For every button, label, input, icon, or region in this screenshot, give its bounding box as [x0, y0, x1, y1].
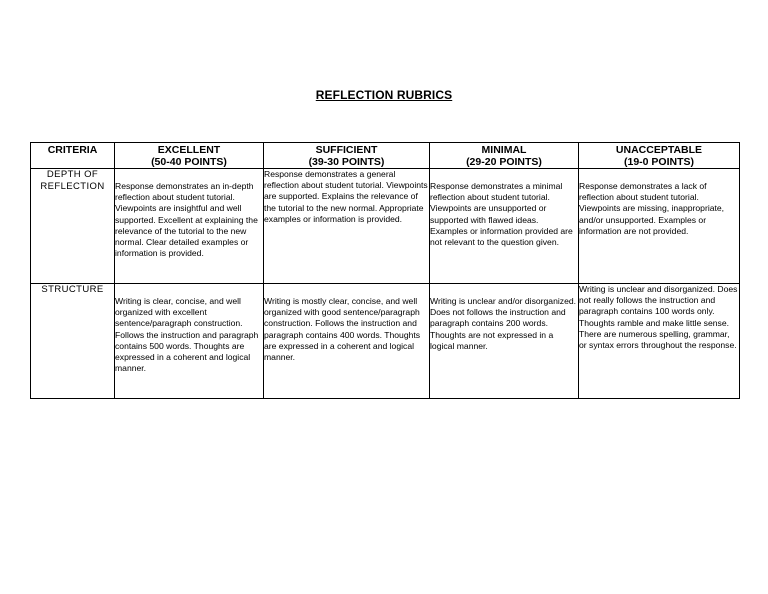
header-row — [31, 143, 740, 169]
header-label: CRITERIA — [47, 144, 98, 156]
cell-text: Response demonstrates a minimal reflection about student tutorial. Viewpoints are unsupported or supported with flawed ideas. Examples or information provided are not relevant to the question given. — [430, 181, 573, 248]
header-points: (29-20 POINTS) — [466, 156, 542, 168]
rubric-table — [30, 142, 740, 399]
cell-minimal — [430, 169, 579, 284]
cell-text: Writing is unclear and disorganized. Does not really follows the instruction and paragraph contains 100 words only. Thoughts ramble and make little sense. There are numerous spelling, grammar, or syntax errors throughout the response. — [579, 284, 738, 351]
cell-excellent — [115, 169, 264, 284]
cell-text: Response demonstrates a lack of reflection about student tutorial. Viewpoints are missing, inappropriate, and/or unsupported. Examples or information are not provided. — [579, 181, 725, 236]
header-label: MINIMAL — [481, 144, 527, 156]
cell-sufficient — [264, 284, 430, 399]
header-label: UNACCEPTABLE — [615, 144, 703, 156]
cell-minimal — [430, 284, 579, 399]
header-minimal — [430, 143, 579, 169]
header-points: (19-0 POINTS) — [623, 156, 694, 168]
header-sufficient — [264, 143, 430, 169]
cell-sufficient — [264, 169, 430, 284]
criteria-cell: STRUCTURE — [31, 284, 115, 399]
header-excellent — [115, 143, 264, 169]
document-title: REFLECTION RUBRICS — [315, 88, 453, 102]
header-label: SUFFICIENT — [315, 144, 378, 156]
cell-unacceptable — [579, 284, 740, 399]
cell-text: Response demonstrates a general reflection about student tutorial. Viewpoints are supported. Explains the relevance of the tutorial to the new normal. Appropriate examples or information is provided. — [264, 169, 428, 224]
header-unacceptable — [579, 143, 740, 169]
cell-text: Response demonstrates an in-depth reflection about student tutorial. Viewpoints are insightful and well supported. Excellent at explaining the relevance of the tutorial to the new normal. Clear detailed examples or information is provided. — [115, 181, 258, 259]
cell-text: Writing is unclear and/or disorganized. Does not follows the instruction and paragraph contains 200 words. Thoughts are not expressed in a logical manner. — [430, 296, 577, 351]
header-label: EXCELLENT — [157, 144, 221, 156]
cell-unacceptable — [579, 169, 740, 284]
cell-excellent — [115, 284, 264, 399]
table-row-depth-of-reflection — [31, 169, 740, 284]
header-points: (50-40 POINTS) — [151, 156, 227, 168]
header-criteria — [31, 143, 115, 169]
criteria-cell: DEPTH OF REFLECTION — [31, 169, 115, 284]
header-points: (39-30 POINTS) — [308, 156, 385, 168]
cell-text: Writing is mostly clear, concise, and well organized with good sentence/paragraph construction. Follows the instruction and paragraph contains 400 words. Thoughts are expressed in a coherent and logical manner. — [264, 296, 421, 363]
cell-text: Writing is clear, concise, and well organized with excellent sentence/paragraph construction. Follows the instruction and paragraph contains 500 words. Thoughts are expressed in a coherent and logical manner. — [115, 296, 259, 374]
table-row-structure — [31, 284, 740, 399]
